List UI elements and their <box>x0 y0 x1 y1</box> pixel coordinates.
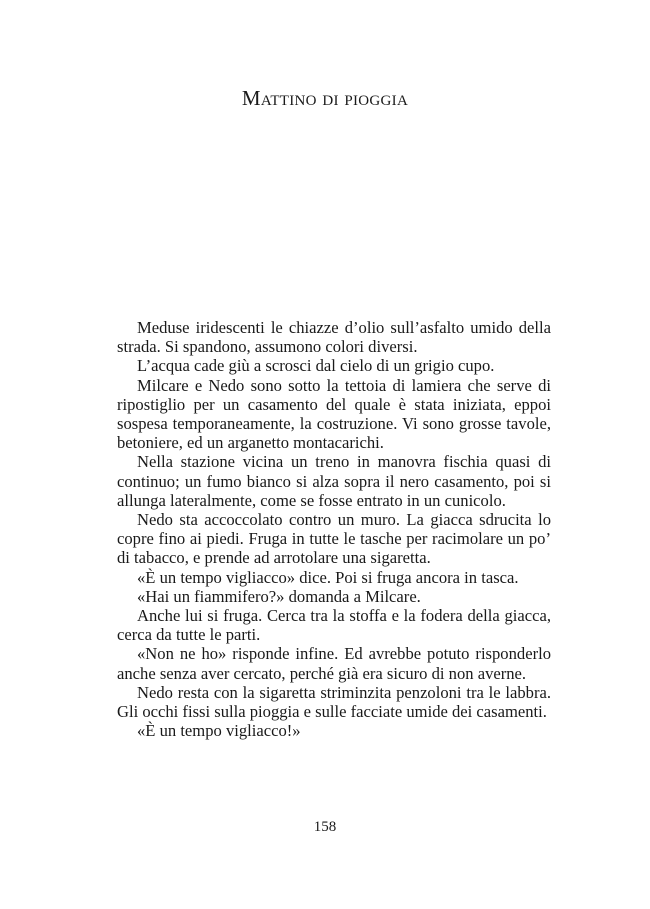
paragraph: L’acqua cade giù a scrosci dal cielo di un grigio cupo. <box>137 356 495 376</box>
paragraph: «Hai un fiammifero?» domanda a Milcare. <box>137 586 421 606</box>
paragraph: Nedo resta con la sigaretta striminzita penzoloni tra le labbra. Gli occhi fissi sulla pioggia e sulle facciate umide dei casamenti. <box>117 682 551 722</box>
paragraph: Nella stazione vicina un treno in manovra fischia quasi di continuo; un fumo bianco si alza sopra il nero casamento, poi si allunga lateralmente, come se fosse entrato in un cunicolo. <box>117 452 551 510</box>
paragraph: Meduse iridescenti le chiazze d’olio sull’asfalto umido della strada. Si spandono, assumono colori diversi. <box>117 318 551 357</box>
paragraph: «È un tempo vigliacco!» <box>137 721 301 741</box>
chapter-body <box>117 318 551 740</box>
paragraph: «È un tempo vigliacco» dice. Poi si fruga ancora in tasca. <box>137 567 519 587</box>
paragraph: Milcare e Nedo sono sotto la tettoia di lamiera che serve di ripostiglio per un casamento del quale è stata iniziata, eppoi sospesa temporaneamente, la costruzione. Vi sono grosse tavole, betoniere, ed un arganetto montacarichi. <box>117 375 551 453</box>
paragraph: «Non ne ho» risponde infine. Ed avrebbe potuto risponderlo anche senza aver cercato, perché già era sicuro di non averne. <box>117 644 551 683</box>
page-number: 158 <box>313 819 337 835</box>
chapter-title: Mattino di pioggia <box>241 86 409 110</box>
paragraph: Nedo sta accoccolato contro un muro. La giacca sdrucita lo copre fino ai piedi. Fruga in tutte le tasche per racimolare un po’ di tabacco, e prende ad arrotolare una sigaretta. <box>117 510 551 568</box>
paragraph: Anche lui si fruga. Cerca tra la stoffa e la fodera della giacca, cerca da tutte le parti. <box>117 606 551 645</box>
